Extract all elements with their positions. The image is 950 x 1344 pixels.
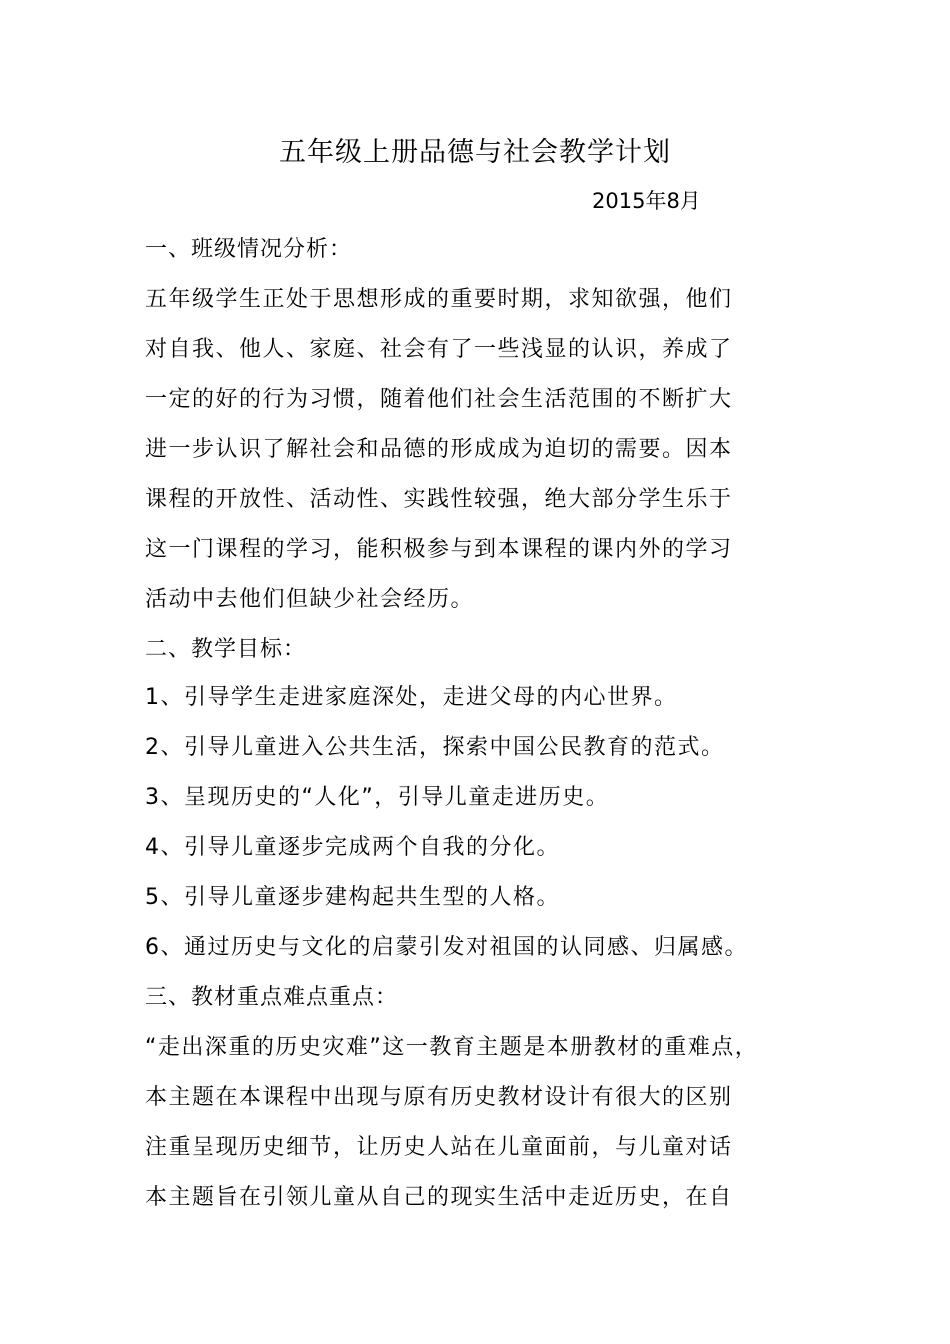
goal-item: 1、引导学生走进家庭深处，走进父母的内心世界。 xyxy=(145,685,678,710)
paragraph-line: 活动中去他们但缺少社会经历。 xyxy=(145,587,475,612)
goal-item: 6、通过历史与文化的启蒙引发对祖国的认同感、归属感。 xyxy=(145,935,748,960)
section-heading-class-analysis: 一、班级情况分析： xyxy=(145,237,353,262)
paragraph-line: 这一门课程的学习，能积极参与到本课程的课内外的学习 xyxy=(145,537,733,562)
section-heading-key-points: 三、教材重点难点重点： xyxy=(145,985,399,1010)
paragraph-line: 进一步认识了解社会和品德的形成成为迫切的需要。因本 xyxy=(145,437,733,462)
document-title: 五年级上册品德与社会教学计划 xyxy=(279,137,671,168)
paragraph-line: 五年级学生正处于思想形成的重要时期，求知欲强，他们 xyxy=(145,287,733,312)
paragraph-line: 对自我、他人、家庭、社会有了一些浅显的认识，养成了 xyxy=(145,337,733,362)
goal-item: 5、引导儿童逐步建构起共生型的人格。 xyxy=(145,885,560,910)
goal-item: 4、引导儿童逐步完成两个自我的分化。 xyxy=(145,835,560,860)
goal-item: 2、引导儿童进入公共生活，探索中国公民教育的范式。 xyxy=(145,735,725,760)
paragraph-line: 一定的好的行为习惯，随着他们社会生活范围的不断扩大 xyxy=(145,387,733,412)
section-heading-teaching-goals: 二、教学目标： xyxy=(145,637,307,662)
goal-item: 3、呈现历史的“人化”，引导儿童走进历史。 xyxy=(145,785,610,810)
paragraph-line: 注重呈现历史细节，让历史人站在儿童面前，与儿童对话 xyxy=(145,1135,733,1160)
paragraph-line: “走出深重的历史灾难”这一教育主题是本册教材的重难点， xyxy=(145,1035,759,1060)
paragraph-line: 课程的开放性、活动性、实践性较强，绝大部分学生乐于 xyxy=(145,487,733,512)
paragraph-line: 本主题在本课程中出现与原有历史教材设计有很大的区别 xyxy=(145,1085,733,1110)
paragraph-line: 本主题旨在引领儿童从自己的现实生活中走近历史，在自 xyxy=(145,1185,733,1210)
document-date: 2015年8月 xyxy=(592,189,701,213)
